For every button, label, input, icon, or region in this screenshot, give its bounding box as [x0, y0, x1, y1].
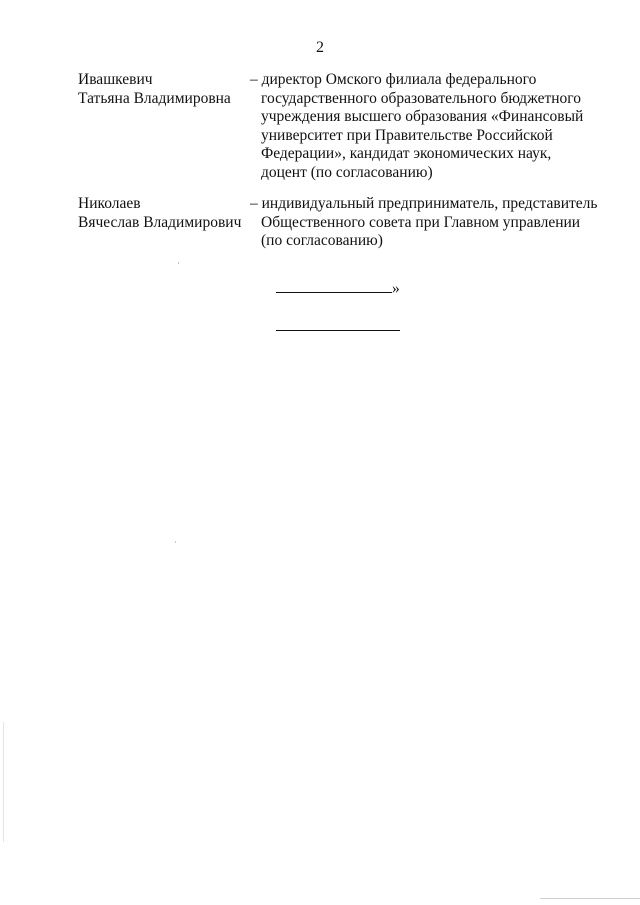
scan-speck [178, 262, 179, 264]
description-line: Общественного совета при Главном управлении [261, 213, 581, 231]
member-description [250, 195, 598, 251]
description-line: университет при Правительстве Российской [261, 126, 553, 144]
member-surname: Ивашкевич [78, 71, 153, 88]
separator-rule [276, 330, 400, 331]
scan-speck [540, 898, 640, 899]
page-number: 2 [316, 39, 324, 56]
member-name [78, 71, 246, 108]
description-line: государственного образовательного бюджетного [261, 89, 581, 107]
member-given-names: Вячеслав Владимирович [78, 213, 242, 231]
closing-signature-line [276, 280, 400, 298]
description-line: (по согласованию) [261, 232, 383, 249]
description-line: – индивидуальный предприниматель, представитель [250, 195, 598, 212]
description-line: Федерации», кандидат экономических наук, [261, 145, 552, 162]
closing-quote-mark: » [392, 280, 400, 297]
description-line: – директор Омского филиала федерального [250, 71, 537, 88]
member-surname: Николаев [78, 195, 141, 212]
description-line: учреждения высшего образования «Финансовый [261, 108, 584, 125]
scan-speck [175, 541, 176, 543]
blank-rule [276, 280, 392, 293]
description-line: доцент (по согласованию) [261, 163, 433, 181]
member-description [250, 71, 598, 182]
member-given-names: Татьяна Владимировна [78, 89, 231, 107]
scan-speck [3, 722, 4, 842]
member-name [78, 195, 246, 232]
